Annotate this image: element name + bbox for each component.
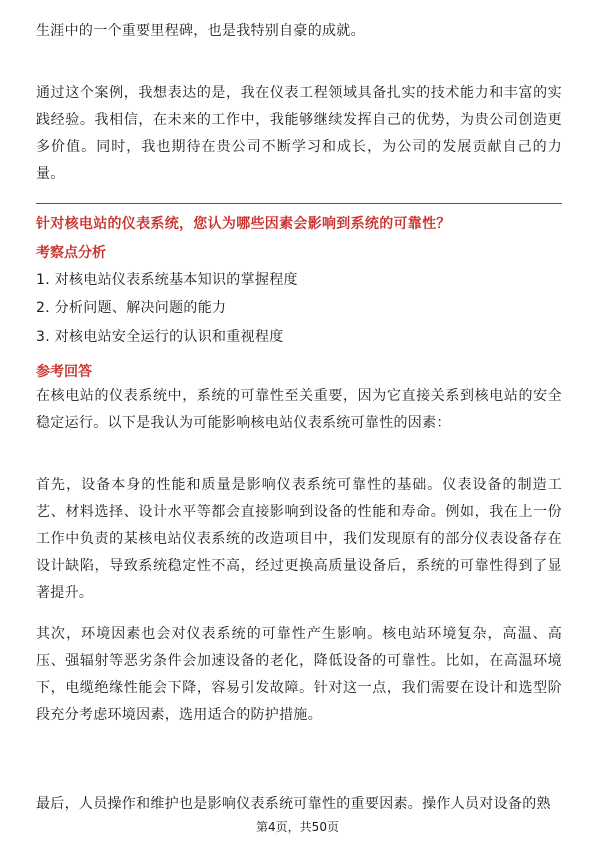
- question-title: 针对核电站的仪表系统，您认为哪些因素会影响到系统的可靠性？: [36, 216, 451, 232]
- analysis-item-3: 3. 对核电站安全运行的认识和重视程度: [36, 329, 284, 345]
- answer-text-1: 在核电站的仪表系统中，系统的可靠性至关重要，因为它直接关系到核电站的安全稳定运行。以下是我认为可能影响核电站仪表系统可靠性的因素：: [36, 388, 562, 431]
- analysis-item-2: 2. 分析问题、解决问题的能力: [36, 300, 227, 316]
- intro-paragraph-2: [36, 80, 562, 188]
- intro-paragraph-1: [36, 18, 562, 45]
- answer-text-3: 其次，环境因素也会对仪表系统的可靠性产生影响。核电站环境复杂，高温、高压、强辐射等恶劣条件会加速设备的老化，降低设备的可靠性。比如，在高温环境下，电缆绝缘性能会下降，容易引发故障。针对这一点，我们需要在设计和选型阶段充分考虑环境因素，选用适合的防护措施。: [36, 626, 562, 723]
- answer-paragraph-3: [36, 621, 562, 729]
- intro-text-2: 通过这个案例，我想表达的是，我在仪表工程领域具备扎实的技术能力和丰富的实践经验。我相信，在未来的工作中，我能够继续发挥自己的优势，为贵公司创造更多价值。同时，我也期待在贵公司不断学习和成长，为公司的发展贡献自己的力量。: [36, 85, 562, 182]
- analysis-heading: 考察点分析: [36, 245, 106, 261]
- answer-paragraph-2: [36, 472, 562, 607]
- answer-heading: 参考回答: [36, 364, 92, 380]
- answer-paragraph-4: [36, 791, 562, 818]
- page-footer: 第4页，共50页: [256, 820, 339, 834]
- answer-paragraph-1: [36, 383, 562, 437]
- analysis-item-1: 1. 对核电站仪表系统基本知识的掌握程度: [36, 272, 298, 288]
- answer-text-2: 首先，设备本身的性能和质量是影响仪表系统可靠性的基础。仪表设备的制造工艺、材料选择、设计水平等都会直接影响到设备的性能和寿命。例如，我在上一份工作中负责的某核电站仪表系统的改造项目中，我们发现原有的部分仪表设备存在设计缺陷，导致系统稳定性不高，经过更换高质量设备后，系统的可靠性得到了显著提升。: [36, 477, 562, 601]
- answer-text-4: 最后，人员操作和维护也是影响仪表系统可靠性的重要因素。操作人员对设备的熟: [36, 796, 551, 812]
- intro-text-1: 生涯中的一个重要里程碑，也是我特别自豪的成就。: [36, 23, 365, 39]
- section-divider: [36, 203, 562, 204]
